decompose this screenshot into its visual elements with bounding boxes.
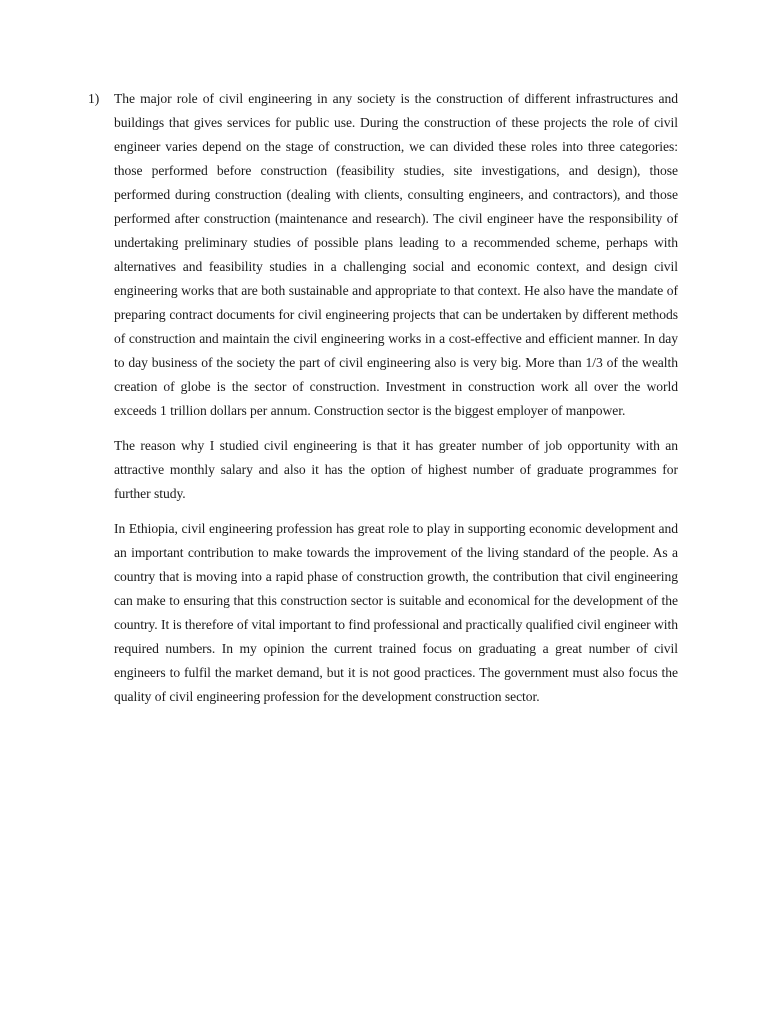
paragraph-reason-for-study: The reason why I studied civil engineering is that it has greater number of job opportunity with an attractive monthly salary and also it has the option of highest number of graduate programmes for further study. bbox=[114, 438, 678, 501]
list-item-number: 1) bbox=[88, 91, 100, 106]
paragraph-civil-engineering-role: The major role of civil engineering in any society is the construction of different infrastructures and buildings that gives services for public use. During the construction of these projects the role of civil engineer varies depend on the stage of construction, we can divided these roles into three categories: those performed before construction (feasibility studies, site investigations, and design), those performed during construction (dealing with clients, consulting engineers, and contractors), and those performed after construction (maintenance and research). The civil engineer have the responsibility of undertaking preliminary studies of possible plans leading to a recommended scheme, perhaps with alternatives and feasibility studies in a challenging social and economic context, and design civil engineering works that are both sustainable and appropriate to that context. He also have the mandate of preparing contract documents for civil engineering projects that can be undertaken by different methods of construction and maintain the civil engineering works in a cost-effective and efficient manner. In day to day business of the society the part of civil engineering also is very big. More than 1/3 of the wealth creation of globe is the sector of construction. Investment in construction work all over the world exceeds 1 trillion dollars per annum. Construction sector is the biggest employer of manpower. bbox=[114, 91, 678, 418]
list-item-body bbox=[114, 87, 678, 709]
numbered-list-item bbox=[88, 87, 678, 720]
paragraph-ethiopia-context: In Ethiopia, civil engineering profession has great role to play in supporting economic development and an important contribution to make towards the improvement of the living standard of the people. As a country that is moving into a rapid phase of construction growth, the contribution that civil engineering can make to ensuring that this construction sector is suitable and economical for the development of the country. It is therefore of vital important to find professional and practically qualified civil engineer with required numbers. In my opinion the current trained focus on graduating a great number of civil engineers to fulfil the market demand, but it is not good practices. The government must also focus the quality of civil engineering profession for the development construction sector. bbox=[114, 521, 678, 704]
